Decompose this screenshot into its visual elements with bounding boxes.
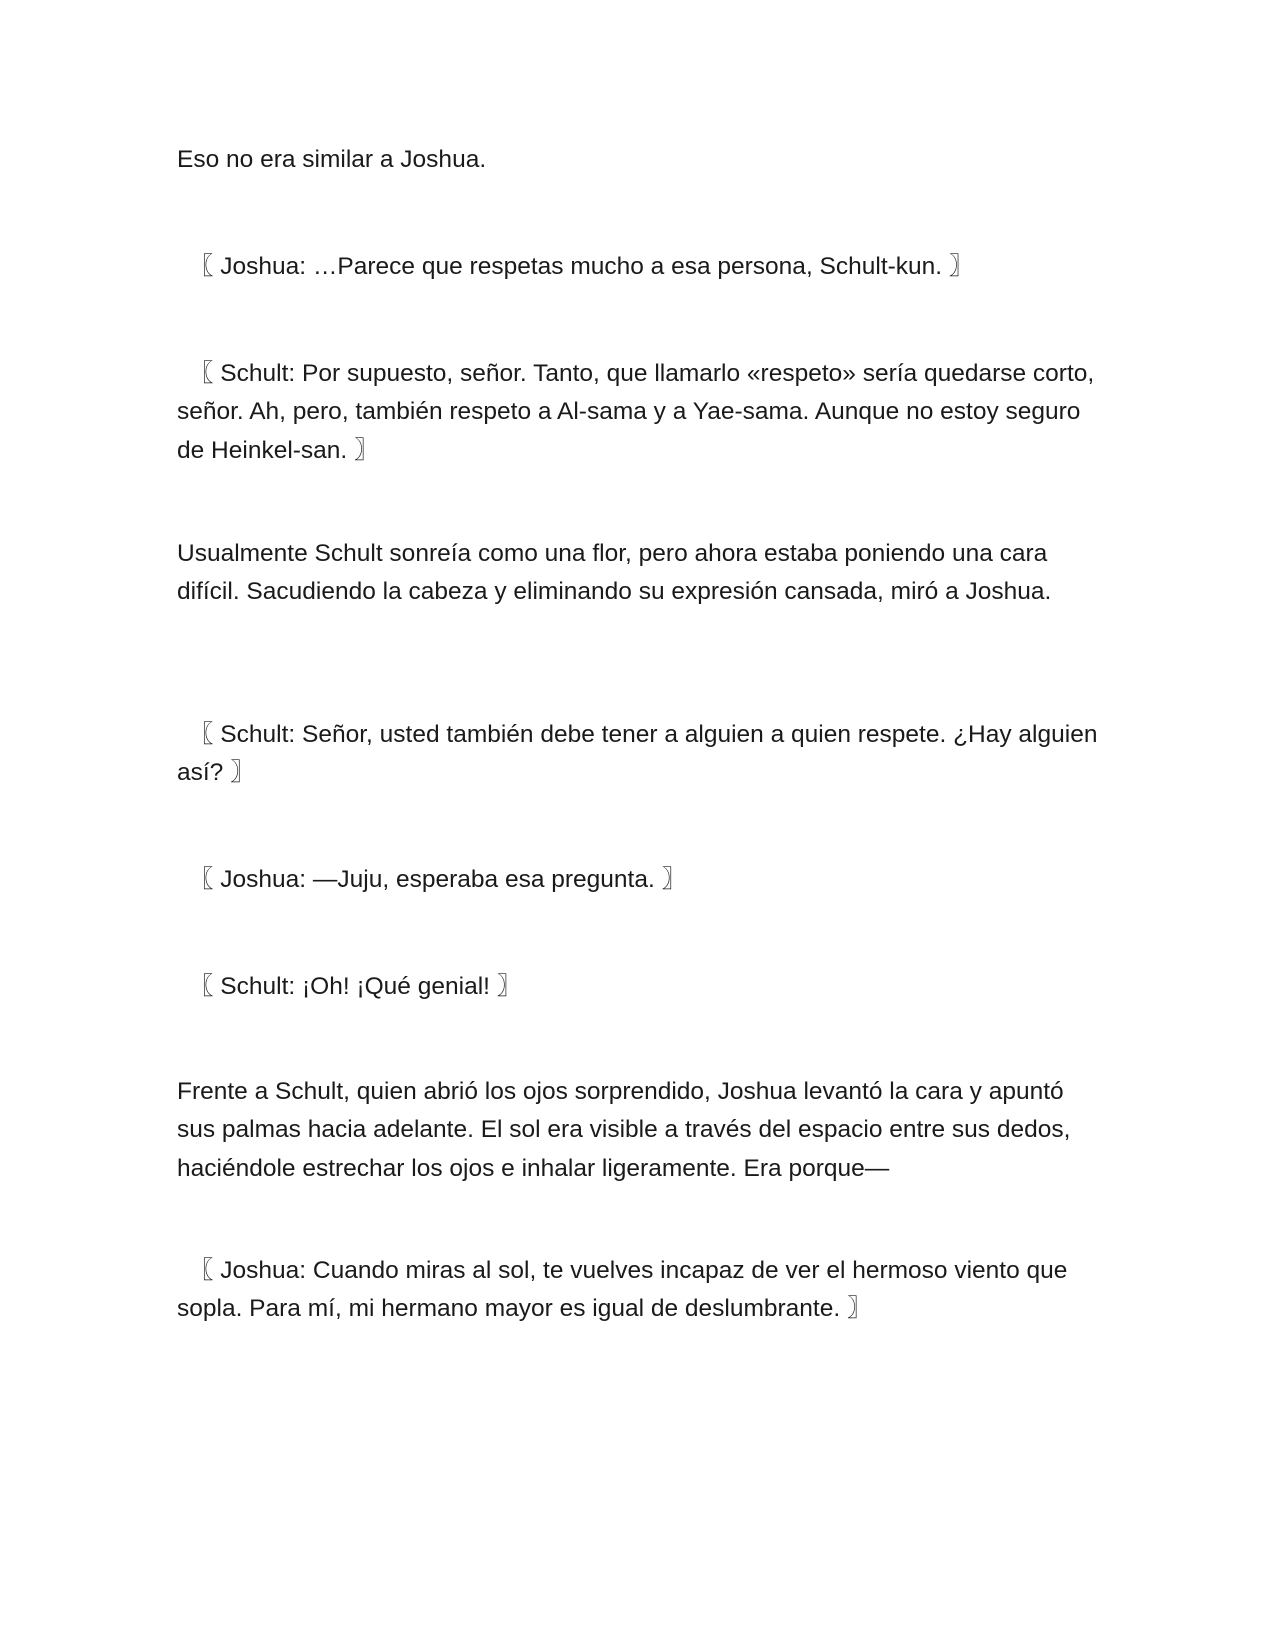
narration-paragraph: Usualmente Schult sonreía como una flor, pero ahora estaba poniendo una cara difícil. Sacudiendo la cabeza y eliminando su expresión cansada, miró a Joshua. <box>177 540 1052 606</box>
dialogue-paragraph: 〖 Schult: ¡Oh! ¡Qué genial! 〗 <box>189 973 522 1000</box>
narration-paragraph: Frente a Schult, quien abrió los ojos sorprendido, Joshua levantó la cara y apuntó sus palmas hacia adelante. El sol era visible a través del espacio entre sus dedos, haciéndole estrechar los ojos e inhalar ligeramente. Era porque— <box>177 1078 1071 1182</box>
dialogue-paragraph: 〖 Joshua: —Juju, esperaba esa pregunta. 〗 <box>189 866 687 893</box>
dialogue-paragraph: 〖 Schult: Señor, usted también debe tener a alguien a quien respete. ¿Hay alguien así? 〗 <box>177 721 1098 787</box>
dialogue-paragraph: 〖 Joshua: Cuando miras al sol, te vuelves incapaz de ver el hermoso viento que sopla. Para mí, mi hermano mayor es igual de deslumbrante. 〗 <box>177 1257 1068 1323</box>
dialogue-paragraph: 〖 Joshua: …Parece que respetas mucho a esa persona, Schult-kun. 〗 <box>189 253 974 280</box>
narration-paragraph: Eso no era similar a Joshua. <box>177 146 487 173</box>
dialogue-paragraph: 〖 Schult: Por supuesto, señor. Tanto, que llamarlo «respeto» sería quedarse corto, señor. Ah, pero, también respeto a Al-sama y a Yae-sama. Aunque no estoy seguro de Heinkel-san. 〗 <box>177 360 1095 464</box>
